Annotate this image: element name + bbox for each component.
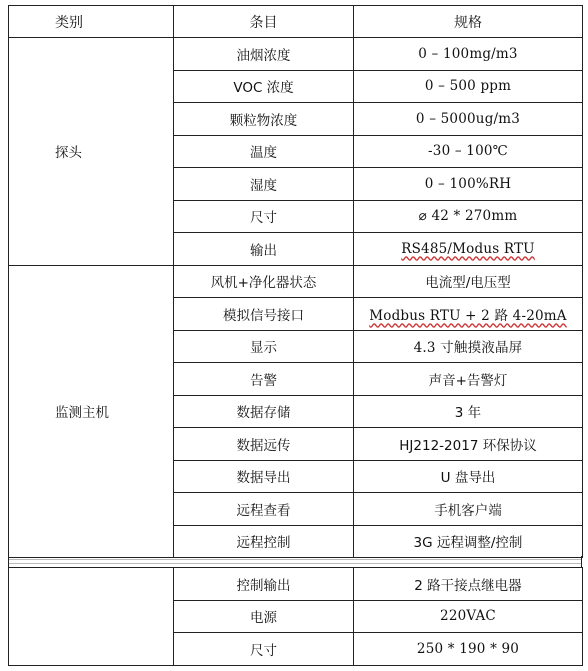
item-cell: 输出 xyxy=(174,233,354,266)
spec-cell: -30 – 100℃ xyxy=(354,135,583,168)
header-row xyxy=(9,6,583,38)
item-cell: 告警 xyxy=(174,363,354,396)
item-cell: 电源 xyxy=(174,600,354,633)
item-cell: 风机+净化器状态 xyxy=(174,265,354,298)
spec-table xyxy=(8,5,583,558)
item-cell: 数据导出 xyxy=(174,460,354,493)
item-cell: 控制输出 xyxy=(174,568,354,601)
spec-cell: 0 – 100%RH xyxy=(354,168,583,201)
spec-cell: 手机客户端 xyxy=(354,493,583,526)
item-cell: 湿度 xyxy=(174,168,354,201)
spec-cell: 4.3 寸触摸液晶屏 xyxy=(354,330,583,363)
item-cell: 温度 xyxy=(174,135,354,168)
spec-cell: 220VAC xyxy=(354,600,583,633)
table-row xyxy=(9,568,583,601)
item-cell: VOC 浓度 xyxy=(174,70,354,103)
spec-cell: 声音+告警灯 xyxy=(354,363,583,396)
spec-cell: 0 – 5000ug/m3 xyxy=(354,103,583,136)
spec-cell: ⌀ 42 * 270mm xyxy=(354,200,583,233)
spec-cell: 0 – 100mg/m3 xyxy=(354,38,583,71)
header-item: 条目 xyxy=(174,6,354,38)
category-blank xyxy=(9,568,174,666)
spec-cell: 2 路干接点继电器 xyxy=(354,568,583,601)
spec-cell: HJ212-2017 环保协议 xyxy=(354,428,583,461)
header-spec: 规格 xyxy=(354,6,583,38)
item-cell: 数据存储 xyxy=(174,395,354,428)
item-cell: 远程控制 xyxy=(174,525,354,558)
spec-table-continued xyxy=(8,567,583,666)
spec-cell: 电流型/电压型 xyxy=(354,265,583,298)
spec-text: RS485/Modus RTU xyxy=(401,240,535,257)
item-cell: 颗粒物浓度 xyxy=(174,103,354,136)
item-cell: 远程查看 xyxy=(174,493,354,526)
table-row xyxy=(9,38,583,71)
spec-cell: 0 – 500 ppm xyxy=(354,70,583,103)
spec-cell: 3 年 xyxy=(354,395,583,428)
page-break-gap xyxy=(8,556,582,567)
spec-cell xyxy=(354,233,583,266)
item-cell: 显示 xyxy=(174,330,354,363)
spec-cell: 250 * 190 * 90 xyxy=(354,633,583,666)
spec-text: Modbus RTU + 2 路 4-20mA xyxy=(369,307,567,324)
spec-cell xyxy=(354,298,583,331)
table-row xyxy=(9,265,583,298)
item-cell: 尺寸 xyxy=(174,200,354,233)
spec-cell: U 盘导出 xyxy=(354,460,583,493)
category-probe: 探头 xyxy=(9,38,174,266)
header-category: 类别 xyxy=(9,6,174,38)
item-cell: 油烟浓度 xyxy=(174,38,354,71)
item-cell: 模拟信号接口 xyxy=(174,298,354,331)
spec-cell: 3G 远程调整/控制 xyxy=(354,525,583,558)
item-cell: 尺寸 xyxy=(174,633,354,666)
category-host: 监测主机 xyxy=(9,265,174,558)
item-cell: 数据远传 xyxy=(174,428,354,461)
